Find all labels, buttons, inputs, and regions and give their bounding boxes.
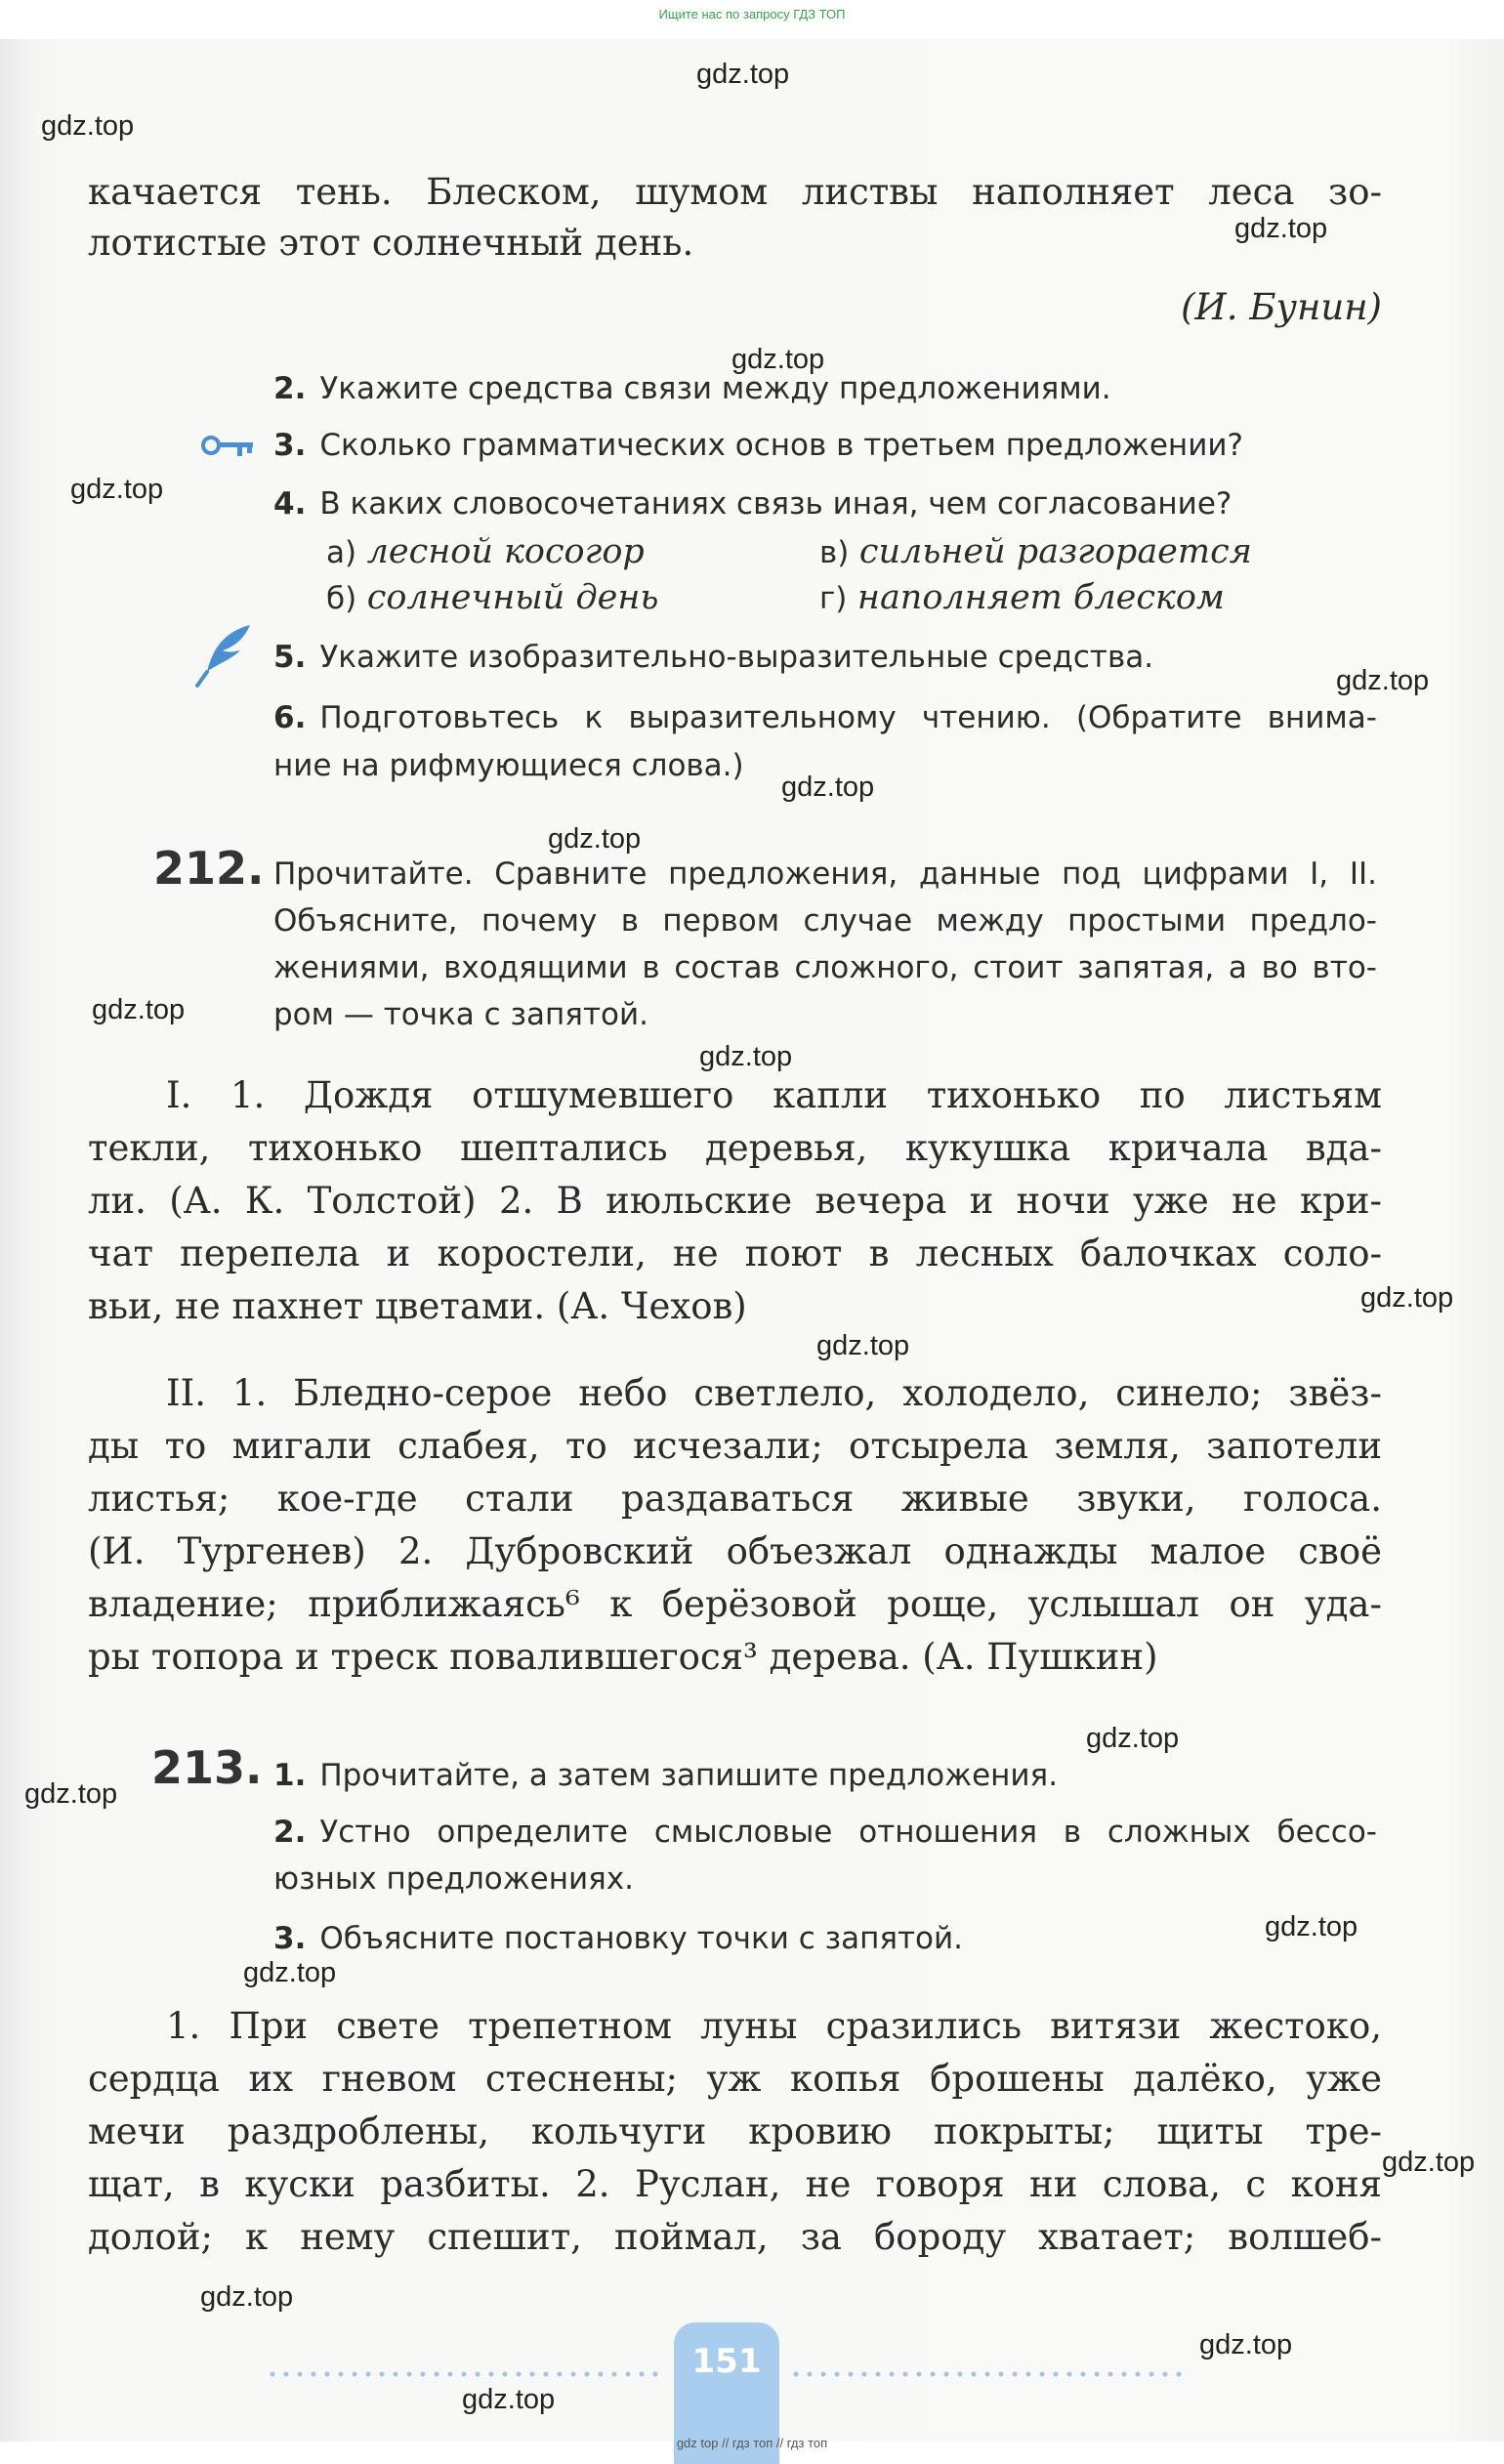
text-line: ды то мигали слабея, то исчезали; отсырела земля, запотели bbox=[88, 1425, 1382, 1467]
watermark: gdz.top bbox=[548, 823, 642, 855]
header-note: Ищите нас по запросу ГДЗ ТОП bbox=[658, 7, 846, 21]
instruction-line: жениями, входящими в состав сложного, стоит запятая, а во вто- bbox=[273, 950, 1377, 985]
task-5: 5. Укажите изобразительно-выразительные средства. bbox=[273, 640, 1154, 675]
task-1: 1. Прочитайте, а затем запишите предложения. bbox=[273, 1758, 1059, 1793]
poem-author: (И. Бунин) bbox=[1181, 286, 1382, 328]
watermark: gdz.top bbox=[462, 2384, 556, 2415]
text-line: I. 1. Дождя отшумевшего капли тихонько по листьям bbox=[166, 1074, 1382, 1116]
feather-pen-icon bbox=[191, 621, 260, 693]
watermark: gdz.top bbox=[816, 1330, 910, 1361]
text-line: II. 1. Бледно-серое небо светлело, холодело, синело; звёз- bbox=[166, 1372, 1382, 1414]
text-line: долой; к нему спешит, поймал, за бороду хватает; волшеб- bbox=[88, 2216, 1382, 2258]
watermark: gdz.top bbox=[70, 474, 164, 505]
key-icon bbox=[200, 433, 255, 466]
option-c: в) сильней разгорается bbox=[819, 532, 1252, 571]
text-line: мечи раздроблены, кольчуги кровию покрыты; щиты тре- bbox=[88, 2110, 1382, 2152]
watermark: gdz.top bbox=[1234, 213, 1328, 244]
instruction-line: ром — точка с запятой. bbox=[273, 997, 648, 1032]
text-line: чат перепела и коростели, не поют в лесных балочках соло- bbox=[88, 1232, 1382, 1274]
watermark: gdz.top bbox=[1199, 2329, 1293, 2360]
task-4: 4. В каких словосочетаниях связь иная, чем согласование? bbox=[273, 486, 1232, 522]
text-line: сердца их гневом стеснены; уж копья брошены далёко, уже bbox=[88, 2058, 1382, 2100]
dotted-rule bbox=[266, 2371, 664, 2377]
watermark: gdz.top bbox=[92, 994, 186, 1025]
page-number: 151 bbox=[691, 2342, 762, 2381]
task-2-cont: юзных предложениях. bbox=[273, 1861, 635, 1897]
watermark: gdz.top bbox=[24, 1778, 118, 1810]
text-line: владение; приближаясь⁶ к берёзовой роще, услышал он уда- bbox=[88, 1583, 1382, 1625]
watermark: gdz.top bbox=[243, 1957, 337, 1988]
watermark: gdz.top bbox=[1336, 665, 1430, 696]
text-line: вьи, не пахнет цветами. (А. Чехов) bbox=[88, 1285, 747, 1327]
watermark: gdz.top bbox=[200, 2281, 294, 2313]
text-line: листья; кое-где стали раздаваться живые звуки, голоса. bbox=[88, 1478, 1382, 1520]
task-3: 3. Сколько грамматических основ в третьем предложении? bbox=[273, 428, 1243, 463]
watermark: gdz.top bbox=[1382, 2147, 1476, 2178]
dotted-rule bbox=[789, 2371, 1190, 2377]
watermark: gdz.top bbox=[731, 344, 825, 375]
watermark: gdz.top bbox=[699, 1041, 793, 1072]
footer-note: gdz top // гдз топ // гдз топ bbox=[676, 2436, 828, 2450]
poem-line: лотистые этот солнечный день. bbox=[88, 222, 694, 264]
text-line: ры топора и треск повалившегося³ дерева. (А. Пушкин) bbox=[88, 1636, 1158, 1678]
task-6-cont: ние на рифмующиеся слова.) bbox=[273, 748, 744, 783]
task-6: 6. Подготовьтесь к выразительному чтению. (Обратите внима- bbox=[273, 700, 1377, 735]
text-line: 1. При свете трепетном луны сразились витязи жестоко, bbox=[166, 2005, 1382, 2047]
task-2: 2. Устно определите смысловые отношения в сложных бессо- bbox=[273, 1815, 1377, 1850]
text-line: (И. Тургенев) 2. Дубровский объезжал однажды малое своё bbox=[88, 1530, 1382, 1572]
watermark: gdz.top bbox=[1086, 1723, 1180, 1754]
poem-line: качается тень. Блеском, шумом листвы наполняет леса зо- bbox=[88, 171, 1382, 213]
instruction-line: Прочитайте. Сравните предложения, данные под цифрами I, II. bbox=[273, 856, 1377, 892]
text-line: ли. (А. К. Толстой) 2. В июльские вечера и ночи уже не кри- bbox=[88, 1180, 1382, 1222]
instruction-line: Объясните, почему в первом случае между простыми предло- bbox=[273, 903, 1377, 939]
text-line: щат, в куски разбиты. 2. Руслан, не говоря ни слова, с коня bbox=[88, 2163, 1382, 2205]
exercise-number: 213. bbox=[151, 1741, 263, 1794]
watermark: gdz.top bbox=[1360, 1282, 1454, 1314]
text-line: текли, тихонько шептались деревья, кукушка кричала вда- bbox=[88, 1127, 1382, 1169]
option-d: г) наполняет блеском bbox=[819, 578, 1225, 617]
watermark: gdz.top bbox=[696, 59, 790, 90]
watermark: gdz.top bbox=[781, 772, 875, 803]
task-3: 3. Объясните постановку точки с запятой. bbox=[273, 1921, 964, 1956]
task-2: 2. Укажите средства связи между предложениями. bbox=[273, 371, 1111, 406]
exercise-number: 212. bbox=[153, 842, 265, 895]
watermark: gdz.top bbox=[1265, 1911, 1358, 1942]
watermark: gdz.top bbox=[41, 110, 135, 142]
option-b: б) солнечный день bbox=[326, 578, 659, 617]
option-a: а) лесной косогор bbox=[326, 532, 645, 571]
